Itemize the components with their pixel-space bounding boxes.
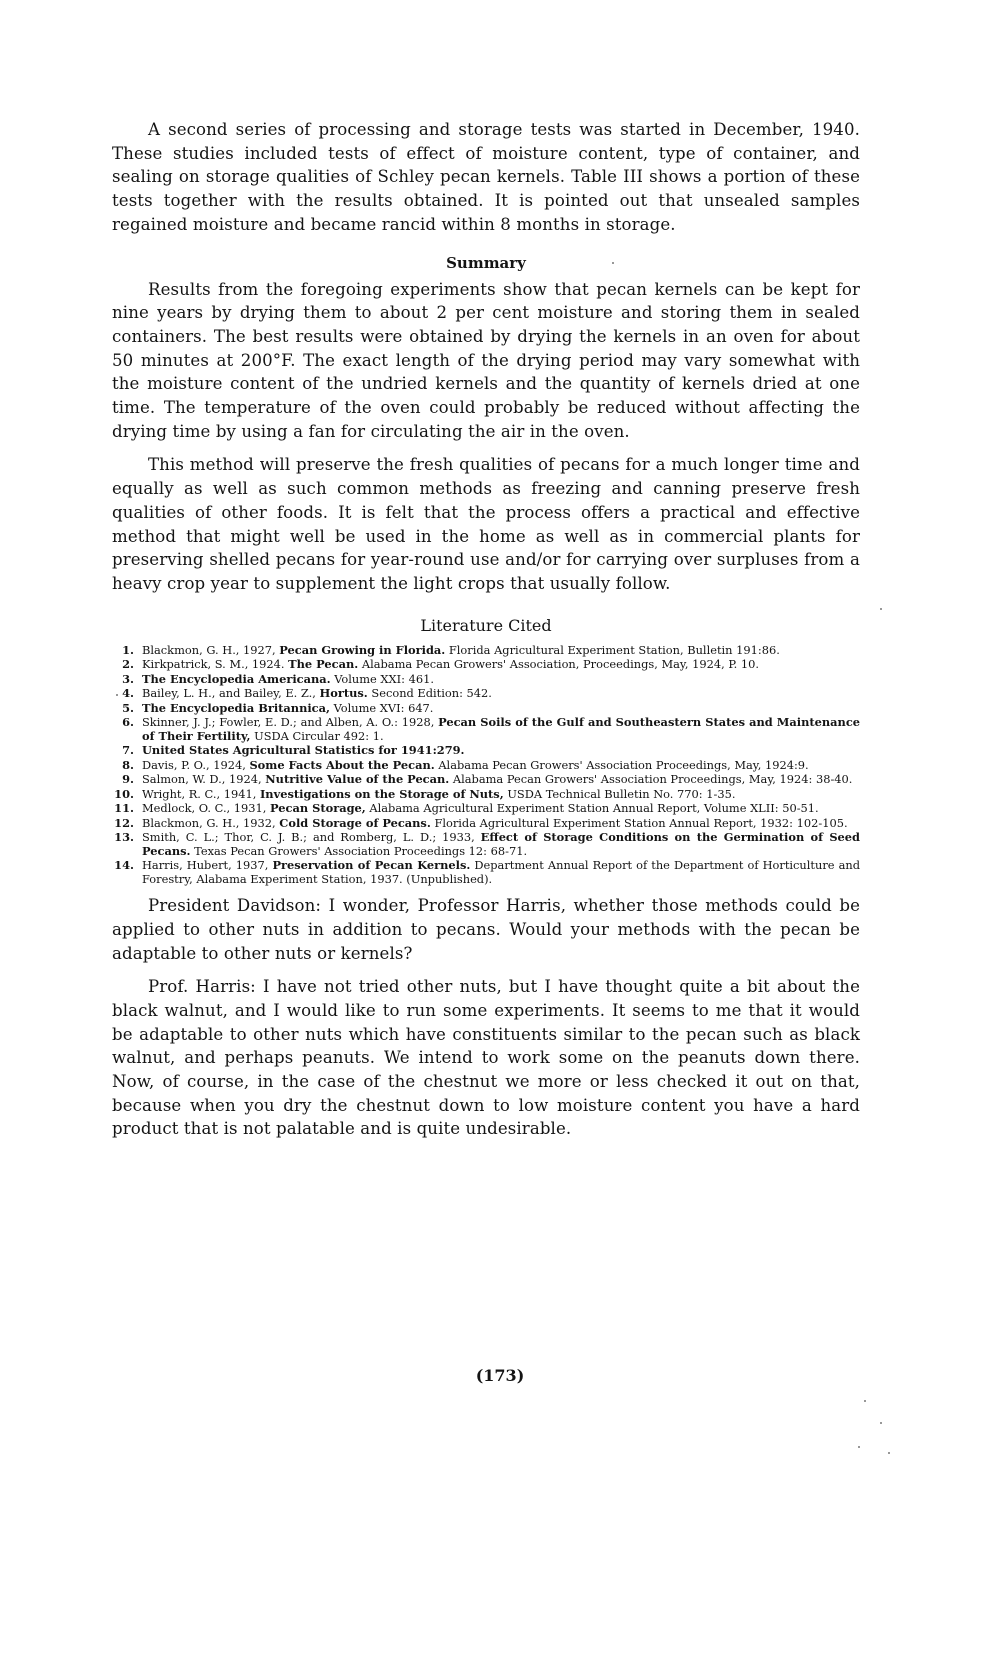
scan-speck bbox=[888, 1452, 890, 1454]
page-content bbox=[112, 118, 860, 1151]
reference-item: 1. Blackmon, G. H., 1927, Pecan Growing in Florida. Florida Agricultural Experiment Station, Bulletin 191:86. bbox=[122, 642, 780, 657]
summary-heading: Summary bbox=[446, 253, 526, 272]
scan-speck bbox=[116, 694, 118, 696]
page-number: (173) bbox=[475, 1366, 525, 1385]
reference-item: 11. Medlock, O. C., 1931, Pecan Storage, Alabama Agricultural Experiment Station Annual Report, Volume XLII: 50-51. bbox=[114, 801, 819, 816]
discussion-paragraph-davidson: President Davidson: I wonder, Professor Harris, whether those methods could be applied to other nuts in addition to pecans. Would your methods with the pecan be adaptable to other nuts or kernels? bbox=[112, 896, 860, 963]
summary-paragraph-2: This method will preserve the fresh qualities of pecans for a much longer time and equally as well as such common methods as freezing and canning preserve fresh qualities of other foods. It is felt that the process offers a practical and effective method that might well be used in the home as well as in commercial plants for preserving shelled pecans for year-round use and/or for carrying over surpluses from a heavy crop year to supplement the light crops that usually follow. bbox=[112, 455, 860, 593]
reference-item: 5. The Encyclopedia Britannica, Volume XVI: 647. bbox=[122, 700, 434, 715]
reference-item: 6. Skinner, J. J.; Fowler, E. D.; and Alben, A. O.: 1928, Pecan Soils of the Gulf and Southeastern States and Maintenance of Their Fertility, USDA Circular 492: 1. bbox=[122, 715, 861, 743]
reference-item: 3. The Encyclopedia Americana. Volume XXI: 461. bbox=[122, 671, 434, 686]
reference-item: 4. Bailey, L. H., and Bailey, E. Z., Hortus. Second Edition: 542. bbox=[122, 686, 492, 701]
reference-item: 9. Salmon, W. D., 1924, Nutritive Value of the Pecan. Alabama Pecan Growers' Association Proceedings, May, 1924: 38-40. bbox=[122, 772, 853, 787]
references-list bbox=[112, 644, 860, 887]
reference-item: 13. Smith, C. L.; Thor, C. J. B.; and Romberg, L. D.; 1933, Effect of Storage Conditions on the Germination of Seed Pecans. Texas Pecan Growers' Association Proceedings 12: 68-71. bbox=[114, 830, 860, 858]
intro-paragraph: A second series of processing and storage tests was started in December, 1940. These studies included tests of effect of moisture content, type of container, and sealing on storage qualities of Schley pecan kernels. Table III shows a portion of these tests together with the results obtained. It is pointed out that unsealed samples regained moisture and became rancid within 8 months in storage. bbox=[112, 120, 860, 234]
reference-item: 10. Wright, R. C., 1941, Investigations on the Storage of Nuts, USDA Technical Bulletin No. 770: 1-35. bbox=[114, 786, 736, 801]
scan-speck bbox=[880, 1422, 882, 1424]
reference-item: 2. Kirkpatrick, S. M., 1924. The Pecan. Alabama Pecan Growers' Association, Proceedings, May, 1924, P. 10. bbox=[122, 657, 760, 672]
discussion-paragraph-harris: Prof. Harris: I have not tried other nuts, but I have thought quite a bit about the black walnut, and I would like to run some experiments. It seems to me that it would be adaptable to other nuts which have constituents similar to the pecan such as black walnut, and perhaps peanuts. We intend to work some on the peanuts down there. Now, of course, in the case of the chestnut we more or less checked it out on that, because when you dry the chestnut down to low moisture content you have a hard product that is not palatable and is quite undesirable. bbox=[112, 977, 860, 1139]
scan-speck bbox=[880, 608, 882, 610]
reference-item: 14. Harris, Hubert, 1937, Preservation of Pecan Kernels. Department Annual Report of the Department of Horticulture and Forestry, Alabama Experiment Station, 1937. (Unpublished). bbox=[114, 858, 860, 886]
reference-item: 8. Davis, P. O., 1924, Some Facts About the Pecan. Alabama Pecan Growers' Association Proceedings, May, 1924:9. bbox=[122, 757, 809, 772]
literature-cited-heading: Literature Cited bbox=[420, 615, 552, 635]
scan-speck bbox=[864, 1400, 866, 1402]
scan-speck bbox=[612, 262, 614, 264]
reference-item: 7. United States Agricultural Statistics for 1941:279. bbox=[122, 743, 465, 758]
summary-paragraph-1: Results from the foregoing experiments show that pecan kernels can be kept for nine years by drying them to about 2 per cent moisture and storing them in sealed containers. The best results were obtained by drying the kernels in an oven for about 50 minutes at 200°F. The exact length of the drying period may vary somewhat with the moisture content of the undried kernels and the quantity of kernels dried at one time. The temperature of the oven could probably be reduced without affecting the drying time by using a fan for circulating the air in the oven. bbox=[112, 279, 860, 441]
discussion-section bbox=[112, 894, 860, 1141]
scan-speck bbox=[858, 1446, 860, 1448]
reference-item: 12. Blackmon, G. H., 1932, Cold Storage of Pecans. Florida Agricultural Experiment Station Annual Report, 1932: 102-105. bbox=[114, 815, 848, 830]
